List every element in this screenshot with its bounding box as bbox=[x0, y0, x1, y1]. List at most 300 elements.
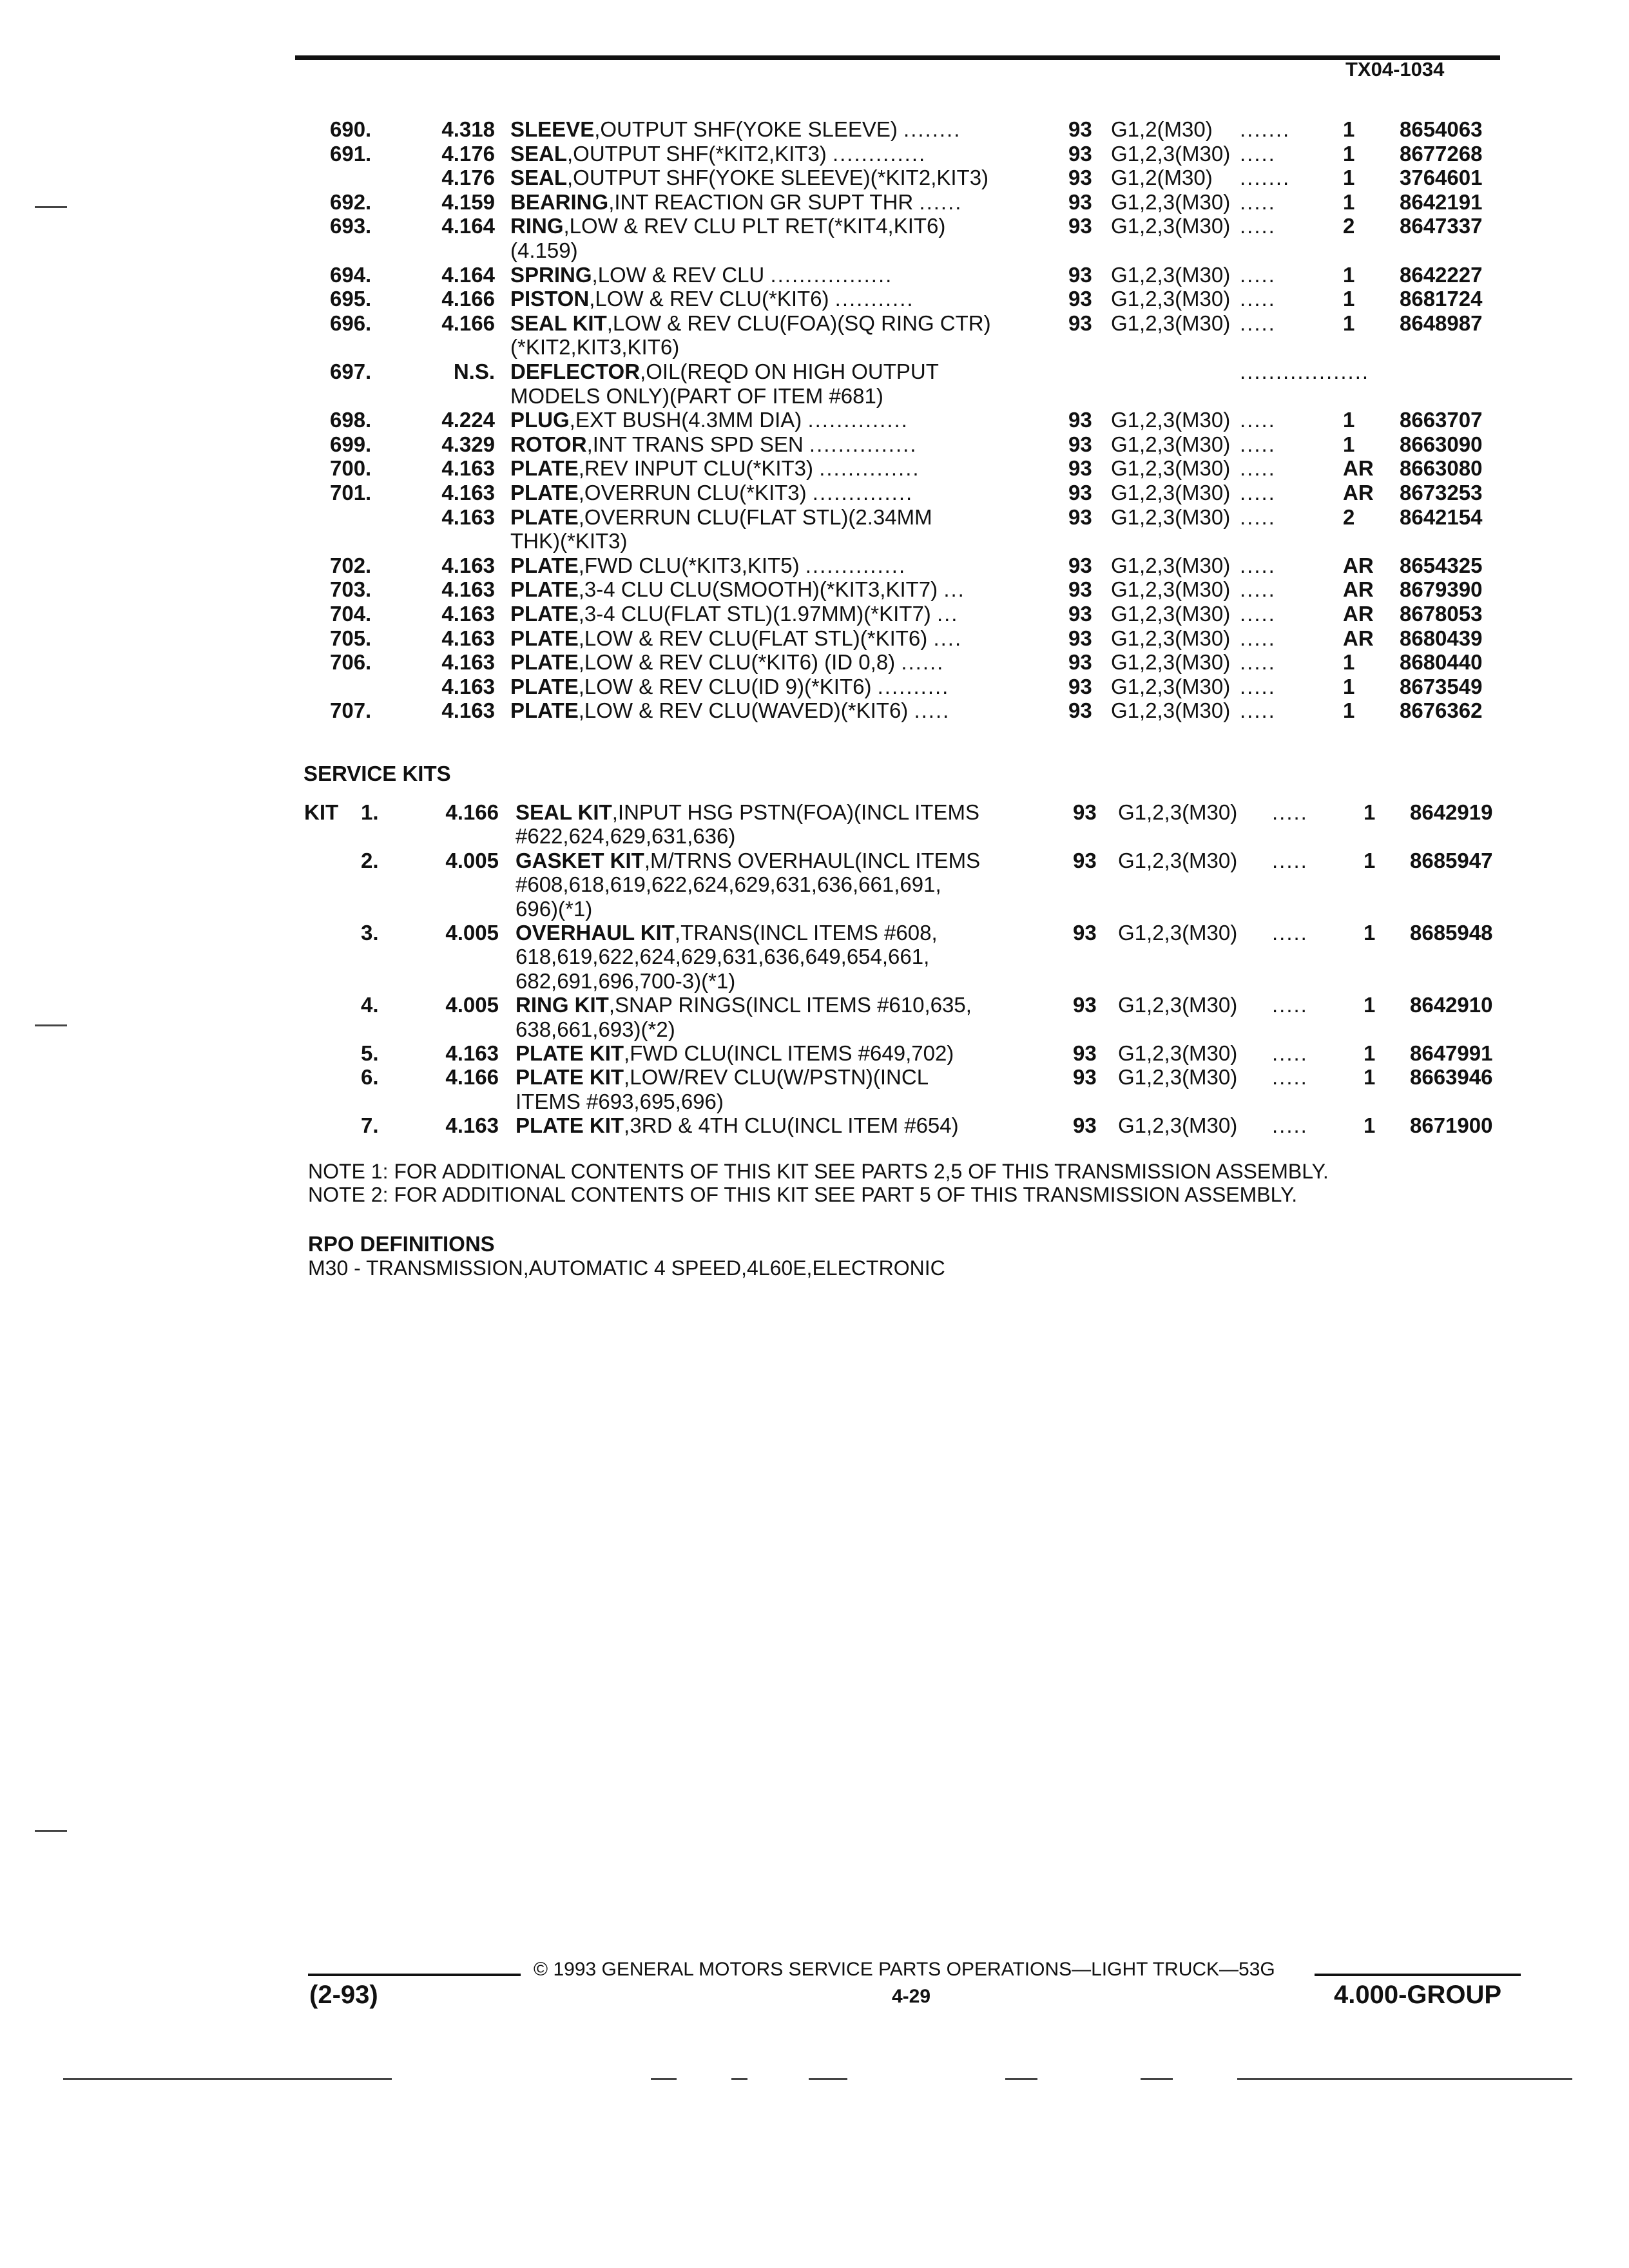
description bbox=[516, 824, 735, 849]
description bbox=[510, 360, 939, 384]
usage-code: G1,2,3(M30) bbox=[1118, 849, 1238, 872]
table-row bbox=[0, 190, 1629, 215]
table-row bbox=[0, 577, 1629, 602]
usage-code: G1,2(M30) bbox=[1111, 166, 1213, 189]
usage-dots: ..... bbox=[1240, 214, 1276, 238]
model-year: 93 bbox=[1068, 553, 1092, 577]
description-text: 618,619,622,624,629,631,636,649,654,661, bbox=[516, 945, 930, 968]
service-kits-heading: SERVICE KITS bbox=[304, 762, 451, 785]
group-number: 4.163 bbox=[441, 626, 495, 650]
item-number: 696. bbox=[330, 311, 372, 335]
description-text: ,OVERRUN CLU(*KIT3) bbox=[578, 481, 807, 505]
description bbox=[510, 529, 628, 553]
usage-code: G1,2,3(M30) bbox=[1111, 432, 1231, 456]
usage-dots: ..... bbox=[1240, 190, 1276, 214]
usage-dots: ..... bbox=[1240, 505, 1276, 529]
scan-mark bbox=[35, 206, 67, 208]
description-text: ,LOW & REV CLU(FOA)(SQ RING CTR) bbox=[606, 311, 991, 335]
group-number: 4.005 bbox=[445, 921, 499, 945]
description bbox=[516, 969, 735, 994]
part-number: 8642227 bbox=[1400, 263, 1483, 287]
item-number: 700. bbox=[330, 456, 372, 480]
table-row bbox=[0, 650, 1629, 675]
table-row bbox=[0, 602, 1629, 626]
quantity: 1 bbox=[1364, 849, 1376, 872]
usage-dots: ..... bbox=[1240, 408, 1276, 432]
description bbox=[510, 432, 917, 457]
description-text: ,OUTPUT SHF(YOKE SLEEVE)(*KIT2,KIT3) bbox=[567, 166, 989, 189]
quantity: 1 bbox=[1364, 921, 1376, 945]
description bbox=[516, 849, 980, 873]
table-row bbox=[0, 335, 1629, 360]
usage-code: G1,2,3(M30) bbox=[1111, 311, 1231, 335]
model-year: 93 bbox=[1068, 408, 1092, 432]
group-number: 4.163 bbox=[441, 505, 495, 529]
item-number: 707. bbox=[330, 698, 372, 722]
group-number: 4.329 bbox=[441, 432, 495, 456]
part-name: SEAL bbox=[510, 142, 568, 166]
kit-row bbox=[0, 849, 1629, 873]
model-year: 93 bbox=[1068, 650, 1092, 674]
model-year: 93 bbox=[1068, 481, 1092, 505]
leader-dots: ........ bbox=[903, 117, 961, 141]
usage-dots: ..... bbox=[1240, 553, 1276, 577]
table-row bbox=[0, 117, 1629, 142]
leader-dots: .............. bbox=[819, 456, 920, 480]
usage-code: G1,2,3(M30) bbox=[1111, 287, 1231, 311]
description bbox=[516, 1113, 959, 1138]
description-text: ,OUTPUT SHF(YOKE SLEEVE) bbox=[594, 117, 898, 141]
leader-dots: ............... bbox=[809, 432, 918, 456]
description bbox=[516, 800, 979, 825]
description bbox=[510, 481, 913, 505]
item-number: 706. bbox=[330, 650, 372, 674]
quantity: AR bbox=[1343, 577, 1374, 601]
model-year: 93 bbox=[1073, 921, 1097, 945]
usage-code: G1,2,3(M30) bbox=[1111, 214, 1231, 238]
group-number: 4.164 bbox=[441, 263, 495, 287]
group-number: 4.163 bbox=[441, 577, 495, 601]
quantity: 1 bbox=[1343, 190, 1355, 214]
kit-row bbox=[0, 945, 1629, 969]
quantity: 2 bbox=[1343, 214, 1355, 238]
model-year: 93 bbox=[1068, 577, 1092, 601]
part-number: 8647991 bbox=[1410, 1041, 1493, 1065]
item-number: 699. bbox=[330, 432, 372, 456]
scan-mark bbox=[63, 2078, 392, 2080]
scan-mark bbox=[731, 2078, 747, 2080]
model-year: 93 bbox=[1068, 214, 1092, 238]
description bbox=[510, 142, 926, 166]
quantity: 1 bbox=[1364, 1041, 1376, 1065]
usage-dots: ..... bbox=[1272, 849, 1308, 872]
part-number: 8642919 bbox=[1410, 800, 1493, 824]
description bbox=[516, 921, 938, 945]
usage-code: G1,2,3(M30) bbox=[1111, 481, 1231, 505]
usage-code: G1,2,3(M30) bbox=[1111, 577, 1231, 601]
usage-code: G1,2,3(M30) bbox=[1111, 505, 1231, 529]
quantity: 1 bbox=[1364, 1113, 1376, 1137]
part-name: SPRING bbox=[510, 263, 592, 287]
description bbox=[510, 117, 961, 142]
part-name: OVERHAUL KIT bbox=[516, 921, 675, 945]
part-number: 8663090 bbox=[1400, 432, 1483, 456]
footer-rule-left bbox=[308, 1974, 521, 1976]
description-text: ,REV INPUT CLU(*KIT3) bbox=[578, 456, 814, 480]
table-row bbox=[0, 456, 1629, 481]
kit-number: 4. bbox=[361, 993, 379, 1017]
usage-dots: ....... bbox=[1240, 166, 1291, 189]
table-row bbox=[0, 675, 1629, 699]
kit-row bbox=[0, 1041, 1629, 1066]
part-number: 8677268 bbox=[1400, 142, 1483, 166]
description-text: ,3RD & 4TH CLU(INCL ITEM #654) bbox=[624, 1113, 959, 1137]
quantity: 1 bbox=[1364, 1065, 1376, 1089]
item-number: 690. bbox=[330, 117, 372, 141]
part-number: 8680440 bbox=[1400, 650, 1483, 674]
part-number: 8676362 bbox=[1400, 698, 1483, 722]
model-year: 93 bbox=[1068, 675, 1092, 698]
usage-code: G1,2,3(M30) bbox=[1118, 921, 1238, 945]
description bbox=[510, 650, 944, 675]
table-row bbox=[0, 432, 1629, 457]
part-number: 8642154 bbox=[1400, 505, 1483, 529]
part-number: 8642191 bbox=[1400, 190, 1483, 214]
quantity: AR bbox=[1343, 602, 1374, 626]
model-year: 93 bbox=[1068, 311, 1092, 335]
leader-dots: ...... bbox=[901, 650, 945, 674]
group-number: N.S. bbox=[453, 360, 495, 383]
model-year: 93 bbox=[1073, 800, 1097, 824]
table-row bbox=[0, 384, 1629, 408]
group-number: 4.176 bbox=[441, 166, 495, 189]
usage-code: G1,2,3(M30) bbox=[1111, 142, 1231, 166]
usage-dots: ..... bbox=[1240, 602, 1276, 626]
part-name: PLATE KIT bbox=[516, 1065, 624, 1089]
table-row bbox=[0, 626, 1629, 651]
model-year: 93 bbox=[1068, 190, 1092, 214]
description bbox=[510, 577, 965, 602]
leader-dots: ... bbox=[943, 577, 965, 601]
usage-dots: ..... bbox=[1240, 311, 1276, 335]
leader-dots: .............. bbox=[805, 553, 907, 577]
usage-dots: ..... bbox=[1240, 698, 1276, 722]
part-number: 8678053 bbox=[1400, 602, 1483, 626]
part-number: 8685947 bbox=[1410, 849, 1493, 872]
usage-dots: ..... bbox=[1272, 800, 1308, 824]
group-number: 4.163 bbox=[445, 1041, 499, 1065]
group-number: 4.005 bbox=[445, 993, 499, 1017]
quantity: 1 bbox=[1343, 142, 1355, 166]
description-text: ,OIL(REQD ON HIGH OUTPUT bbox=[640, 360, 939, 383]
kit-number: 1. bbox=[361, 800, 379, 824]
leader-dots: ............. bbox=[832, 142, 927, 166]
description bbox=[510, 166, 988, 190]
scan-mark bbox=[651, 2078, 677, 2080]
group-number: 4.166 bbox=[445, 800, 499, 824]
part-number: 8681724 bbox=[1400, 287, 1483, 311]
kit-number: 5. bbox=[361, 1041, 379, 1065]
usage-code: G1,2,3(M30) bbox=[1118, 993, 1238, 1017]
description bbox=[510, 698, 950, 723]
model-year: 93 bbox=[1068, 456, 1092, 480]
doc-code: TX04-1034 bbox=[1345, 58, 1445, 81]
usage-code: G1,2,3(M30) bbox=[1118, 1065, 1238, 1089]
top-rule bbox=[295, 55, 1500, 60]
quantity: 1 bbox=[1343, 166, 1355, 189]
description bbox=[510, 553, 906, 578]
description bbox=[516, 872, 941, 897]
usage-code: G1,2,3(M30) bbox=[1111, 408, 1231, 432]
description bbox=[516, 1041, 954, 1066]
quantity: 1 bbox=[1343, 432, 1355, 456]
usage-dots: ..... bbox=[1240, 287, 1276, 311]
model-year: 93 bbox=[1068, 142, 1092, 166]
model-year: 93 bbox=[1068, 263, 1092, 287]
description-text: THK)(*KIT3) bbox=[510, 529, 628, 553]
kit-label: KIT bbox=[304, 800, 339, 824]
group-number: 4.176 bbox=[441, 142, 495, 166]
model-year: 93 bbox=[1068, 117, 1092, 141]
part-name: RING bbox=[510, 214, 564, 238]
group-number: 4.163 bbox=[441, 650, 495, 674]
group-number: 4.166 bbox=[441, 311, 495, 335]
part-name: PLATE bbox=[510, 675, 579, 698]
leader-dots: ...... bbox=[919, 190, 963, 214]
model-year: 93 bbox=[1073, 993, 1097, 1017]
quantity: 1 bbox=[1343, 287, 1355, 311]
description-text: ,FWD CLU(*KIT3,KIT5) bbox=[578, 553, 800, 577]
table-row bbox=[0, 214, 1629, 238]
kit-row bbox=[0, 897, 1629, 921]
group-number: 4.166 bbox=[445, 1065, 499, 1089]
item-number: 693. bbox=[330, 214, 372, 238]
description-text: ,LOW & REV CLU bbox=[592, 263, 765, 287]
leader-dots: .......... bbox=[877, 675, 950, 698]
part-number: 8663080 bbox=[1400, 456, 1483, 480]
model-year: 93 bbox=[1073, 1065, 1097, 1089]
part-name: ROTOR bbox=[510, 432, 587, 456]
description bbox=[516, 945, 929, 969]
kit-number: 7. bbox=[361, 1113, 379, 1137]
description-text: (4.159) bbox=[510, 238, 578, 262]
description-text: ,LOW & REV CLU(FLAT STL)(*KIT6) bbox=[578, 626, 928, 650]
table-row bbox=[0, 311, 1629, 336]
usage-dots: ..... bbox=[1272, 921, 1308, 945]
description-text: 696)(*1) bbox=[516, 897, 593, 921]
part-name: PLATE bbox=[510, 481, 579, 505]
usage-code: G1,2,3(M30) bbox=[1111, 190, 1231, 214]
usage-code: G1,2,3(M30) bbox=[1111, 650, 1231, 674]
part-name: GASKET KIT bbox=[516, 849, 644, 872]
part-number: 3764601 bbox=[1400, 166, 1483, 189]
quantity: AR bbox=[1343, 553, 1374, 577]
table-row bbox=[0, 263, 1629, 287]
quantity: 1 bbox=[1343, 263, 1355, 287]
usage-dots: ..... bbox=[1240, 481, 1276, 505]
description-text: MODELS ONLY)(PART OF ITEM #681) bbox=[510, 384, 883, 408]
leader-dots: ................. bbox=[770, 263, 893, 287]
description-text: ,M/TRNS OVERHAUL(INCL ITEMS bbox=[644, 849, 981, 872]
quantity: 1 bbox=[1364, 800, 1376, 824]
description-text: ITEMS #693,695,696) bbox=[516, 1090, 724, 1113]
description-text: ,TRANS(INCL ITEMS #608, bbox=[674, 921, 938, 945]
table-row bbox=[0, 166, 1629, 190]
description bbox=[510, 602, 958, 626]
description bbox=[510, 190, 962, 215]
description bbox=[516, 1017, 675, 1042]
description bbox=[510, 287, 914, 311]
table-row bbox=[0, 142, 1629, 166]
footer-group: 4.000-GROUP bbox=[1334, 1981, 1502, 2009]
description bbox=[510, 408, 909, 432]
group-number: 4.163 bbox=[445, 1113, 499, 1137]
quantity: 1 bbox=[1343, 311, 1355, 335]
kit-number: 3. bbox=[361, 921, 379, 945]
description bbox=[510, 675, 949, 699]
description bbox=[516, 897, 592, 921]
group-number: 4.159 bbox=[441, 190, 495, 214]
description-text: 682,691,696,700-3)(*1) bbox=[516, 969, 736, 993]
usage-code: G1,2,3(M30) bbox=[1118, 1113, 1238, 1137]
rpo-definition: M30 - TRANSMISSION,AUTOMATIC 4 SPEED,4L60E,ELECTRONIC bbox=[308, 1256, 945, 1280]
part-number: 8648987 bbox=[1400, 311, 1483, 335]
usage-dots: ..... bbox=[1240, 577, 1276, 601]
description-text: ,3-4 CLU(FLAT STL)(1.97MM)(*KIT7) bbox=[578, 602, 931, 626]
usage-code: G1,2,3(M30) bbox=[1118, 1041, 1238, 1065]
kit-row bbox=[0, 872, 1629, 897]
description bbox=[510, 335, 679, 360]
rpo-heading: RPO DEFINITIONS bbox=[308, 1232, 495, 1256]
table-row bbox=[0, 360, 1629, 384]
part-name: SLEEVE bbox=[510, 117, 595, 141]
item-number: 691. bbox=[330, 142, 372, 166]
part-name: PLATE bbox=[510, 626, 579, 650]
usage-dots: ..... bbox=[1272, 1113, 1308, 1137]
scan-mark bbox=[35, 1830, 67, 1832]
part-name: SEAL KIT bbox=[516, 800, 612, 824]
description-text: ,INPUT HSG PSTN(FOA)(INCL ITEMS bbox=[612, 800, 979, 824]
description bbox=[510, 263, 892, 287]
description-text: ,OUTPUT SHF(*KIT2,KIT3) bbox=[567, 142, 827, 166]
model-year: 93 bbox=[1068, 626, 1092, 650]
usage-dots: ..... bbox=[1240, 675, 1276, 698]
scan-mark bbox=[1005, 2078, 1037, 2080]
scan-mark bbox=[35, 1024, 67, 1026]
kit-row bbox=[0, 1090, 1629, 1114]
part-name: PLATE bbox=[510, 505, 579, 529]
usage-dots: ....... bbox=[1240, 117, 1291, 141]
part-name: PLATE bbox=[510, 698, 579, 722]
kit-number: 2. bbox=[361, 849, 379, 872]
item-number: 705. bbox=[330, 626, 372, 650]
description-text: ,LOW & REV CLU(*KIT6) bbox=[589, 287, 829, 311]
table-row bbox=[0, 481, 1629, 505]
kit-row bbox=[0, 800, 1629, 825]
description bbox=[510, 238, 578, 263]
part-number: 8680439 bbox=[1400, 626, 1483, 650]
group-number: 4.163 bbox=[441, 481, 495, 505]
table-row bbox=[0, 529, 1629, 553]
usage-code: G1,2,3(M30) bbox=[1111, 626, 1231, 650]
quantity: 1 bbox=[1343, 117, 1355, 141]
part-name: PLATE KIT bbox=[516, 1041, 624, 1065]
item-number: 704. bbox=[330, 602, 372, 626]
note-1: NOTE 1: FOR ADDITIONAL CONTENTS OF THIS KIT SEE PARTS 2,5 OF THIS TRANSMISSION ASSEMBLY. bbox=[308, 1160, 1329, 1183]
item-number: 701. bbox=[330, 481, 372, 505]
usage-code: G1,2,3(M30) bbox=[1111, 698, 1231, 722]
description bbox=[510, 505, 932, 530]
usage-dots: .................. bbox=[1240, 360, 1370, 383]
description-text: #622,624,629,631,636) bbox=[516, 824, 736, 848]
part-name: PLATE bbox=[510, 577, 579, 601]
kit-row bbox=[0, 993, 1629, 1017]
usage-dots: ..... bbox=[1240, 650, 1276, 674]
usage-dots: ..... bbox=[1240, 432, 1276, 456]
description bbox=[516, 1090, 724, 1114]
part-number: 8654063 bbox=[1400, 117, 1483, 141]
usage-code: G1,2,3(M30) bbox=[1111, 602, 1231, 626]
description bbox=[516, 993, 972, 1017]
table-row bbox=[0, 698, 1629, 723]
table-row bbox=[0, 408, 1629, 432]
leader-dots: .... bbox=[933, 626, 963, 650]
part-number: 8642910 bbox=[1410, 993, 1493, 1017]
quantity: 1 bbox=[1343, 675, 1355, 698]
description-text: ,INT TRANS SPD SEN bbox=[586, 432, 804, 456]
group-number: 4.163 bbox=[441, 602, 495, 626]
quantity: AR bbox=[1343, 626, 1374, 650]
description-text: ,LOW & REV CLU(*KIT6) (ID 0,8) bbox=[578, 650, 896, 674]
model-year: 93 bbox=[1073, 849, 1097, 872]
description-text: 638,661,693)(*2) bbox=[516, 1017, 675, 1041]
usage-code: G1,2(M30) bbox=[1111, 117, 1213, 141]
description-text: ,OVERRUN CLU(FLAT STL)(2.34MM bbox=[578, 505, 932, 529]
group-number: 4.163 bbox=[441, 698, 495, 722]
usage-code: G1,2,3(M30) bbox=[1111, 553, 1231, 577]
item-number: 697. bbox=[330, 360, 372, 383]
kit-row bbox=[0, 1065, 1629, 1090]
description bbox=[510, 311, 991, 336]
description bbox=[510, 214, 945, 238]
kit-row bbox=[0, 921, 1629, 945]
item-number: 703. bbox=[330, 577, 372, 601]
footer-copyright: © 1993 GENERAL MOTORS SERVICE PARTS OPERATIONS—LIGHT TRUCK—53G bbox=[534, 1959, 1275, 1980]
part-number: 8673253 bbox=[1400, 481, 1483, 505]
part-name: PLATE bbox=[510, 553, 579, 577]
part-number: 8671900 bbox=[1410, 1113, 1493, 1137]
usage-dots: ..... bbox=[1240, 263, 1276, 287]
leader-dots: .............. bbox=[812, 481, 914, 505]
description-text: ,LOW & REV CLU PLT RET(*KIT4,KIT6) bbox=[563, 214, 946, 238]
model-year: 93 bbox=[1068, 505, 1092, 529]
model-year: 93 bbox=[1068, 166, 1092, 189]
description-text: ,LOW & REV CLU(WAVED)(*KIT6) bbox=[578, 698, 909, 722]
table-row bbox=[0, 287, 1629, 311]
part-name: BEARING bbox=[510, 190, 609, 214]
part-number: 8663946 bbox=[1410, 1065, 1493, 1089]
table-row bbox=[0, 553, 1629, 578]
group-number: 4.163 bbox=[441, 675, 495, 698]
kit-row bbox=[0, 1017, 1629, 1042]
quantity: 1 bbox=[1343, 650, 1355, 674]
part-name: PLATE bbox=[510, 650, 579, 674]
description-text: ,INT REACTION GR SUPT THR bbox=[608, 190, 914, 214]
group-number: 4.163 bbox=[441, 456, 495, 480]
part-name: RING KIT bbox=[516, 993, 609, 1017]
scan-mark bbox=[809, 2078, 847, 2080]
part-name: PLATE bbox=[510, 602, 579, 626]
